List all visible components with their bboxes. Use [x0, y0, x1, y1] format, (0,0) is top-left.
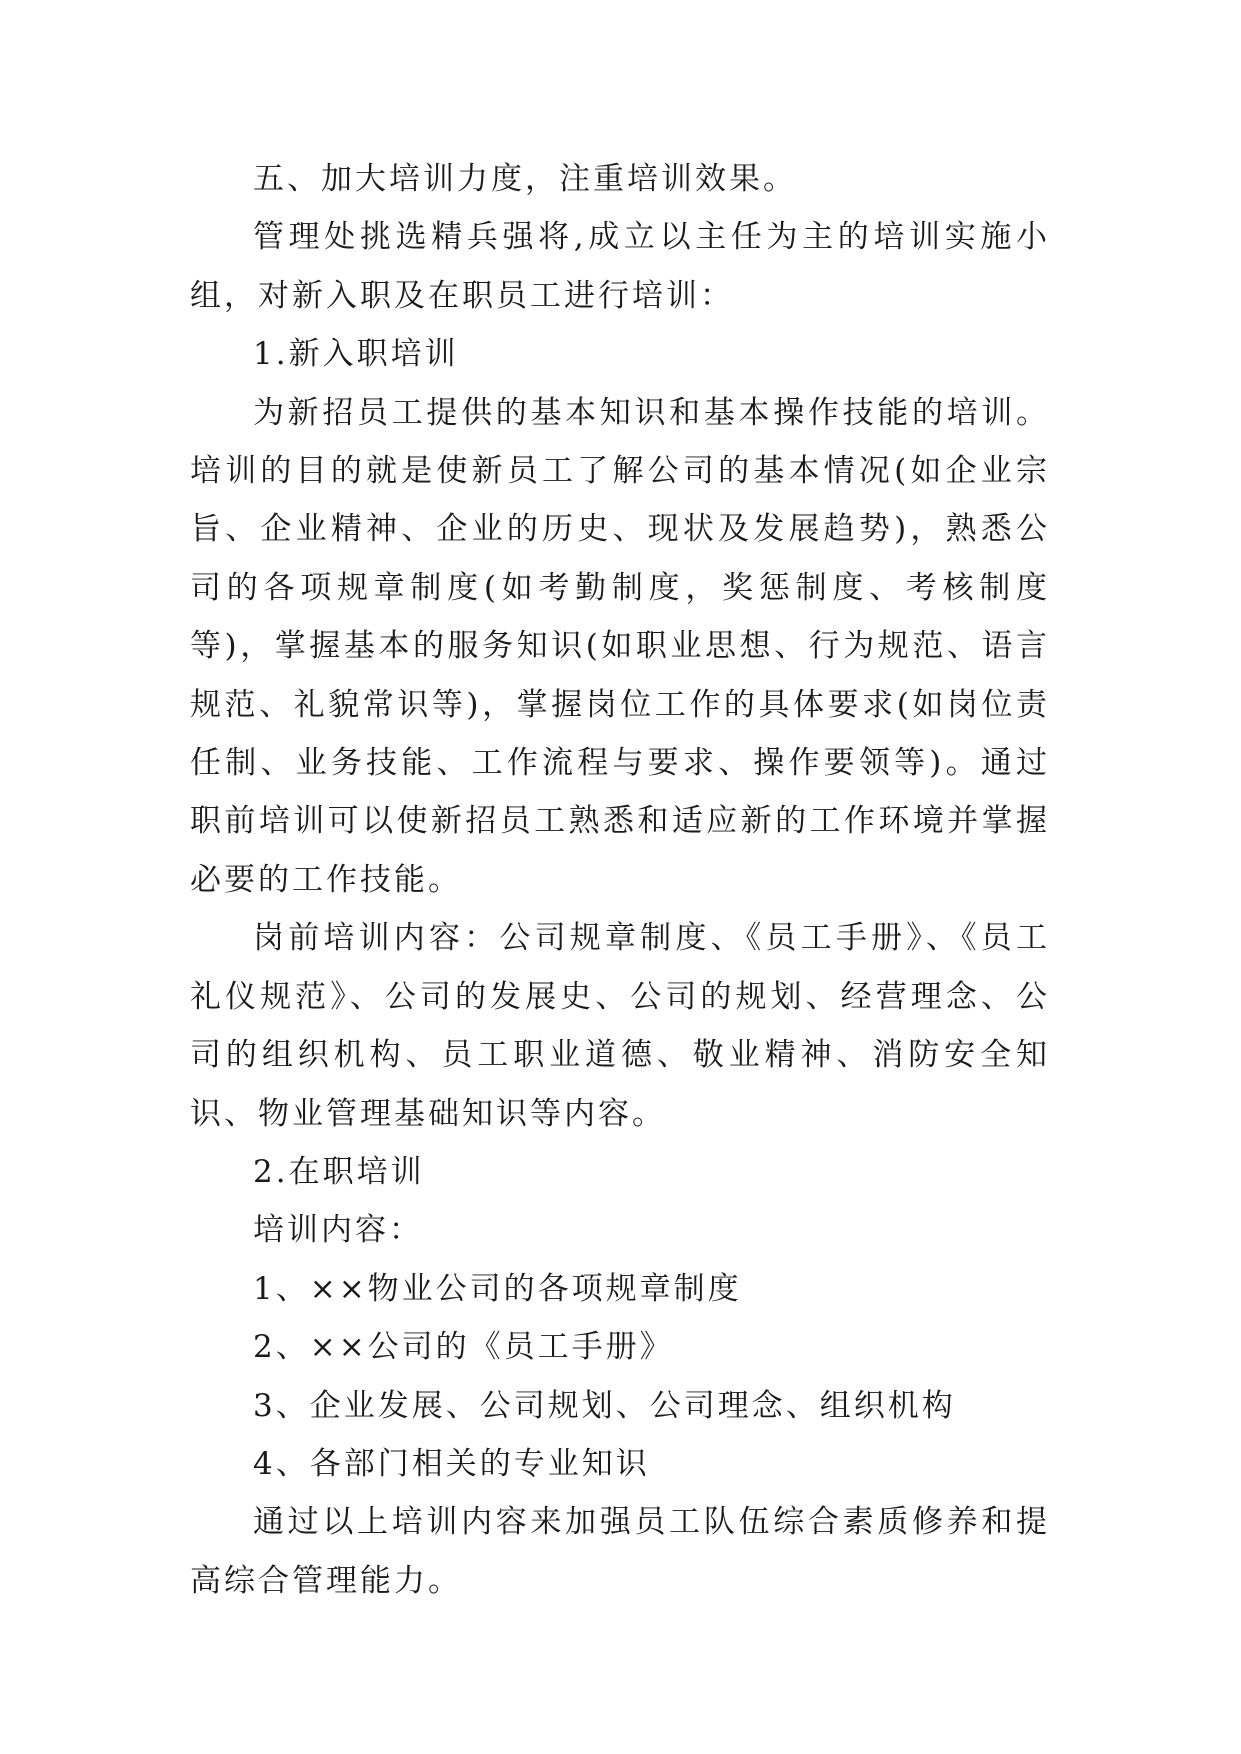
paragraph-training-team: 管理处挑选精兵强将,成立以主任为主的培训实施小组，对新入职及在职员工进行培训： — [190, 219, 1050, 314]
training-content-label: 培训内容： — [253, 1212, 423, 1249]
subheading-new-hire-training: 1.新入职培训 — [253, 336, 459, 373]
list-item-2: 2、××公司的《员工手册》 — [253, 1329, 674, 1366]
list-item-3: 3、企业发展、公司规划、公司理念、组织机构 — [253, 1387, 956, 1424]
list-item-1: 1、××物业公司的各项规章制度 — [253, 1270, 742, 1307]
list-item-4: 4、各部门相关的专业知识 — [253, 1445, 650, 1482]
paragraph-pre-job-content: 岗前培训内容：公司规章制度、《员工手册》、《员工礼仪规范》、公司的发展史、公司的规划、经营理念、公司的组织机构、员工职业道德、敬业精神、消防安全知识、物业管理基础知识等内容。 — [190, 920, 1050, 1132]
section-heading-five: 五、加大培训力度，注重培训效果。 — [253, 161, 797, 197]
document-body — [190, 150, 1050, 1610]
subheading-on-job-training: 2.在职培训 — [253, 1153, 425, 1190]
paragraph-conclusion: 通过以上培训内容来加强员工队伍综合素质修养和提高综合管理能力。 — [190, 1504, 1050, 1599]
paragraph-new-hire-description: 为新招员工提供的基本知识和基本操作技能的培训。培训的目的就是使新员工了解公司的基本情况(如企业宗旨、企业精神、企业的历史、现状及发展趋势)，熟悉公司的各项规章制度(如考勤制度，奖惩制度、考核制度等)，掌握基本的服务知识(如职业思想、行为规范、语言规范、礼貌常识等)，掌握岗位工作的具体要求(如岗位责任制、业务技能、工作流程与要求、操作要领等)。通过职前培训可以使新招员工熟悉和适应新的工作环境并掌握必要的工作技能。 — [190, 394, 1050, 898]
